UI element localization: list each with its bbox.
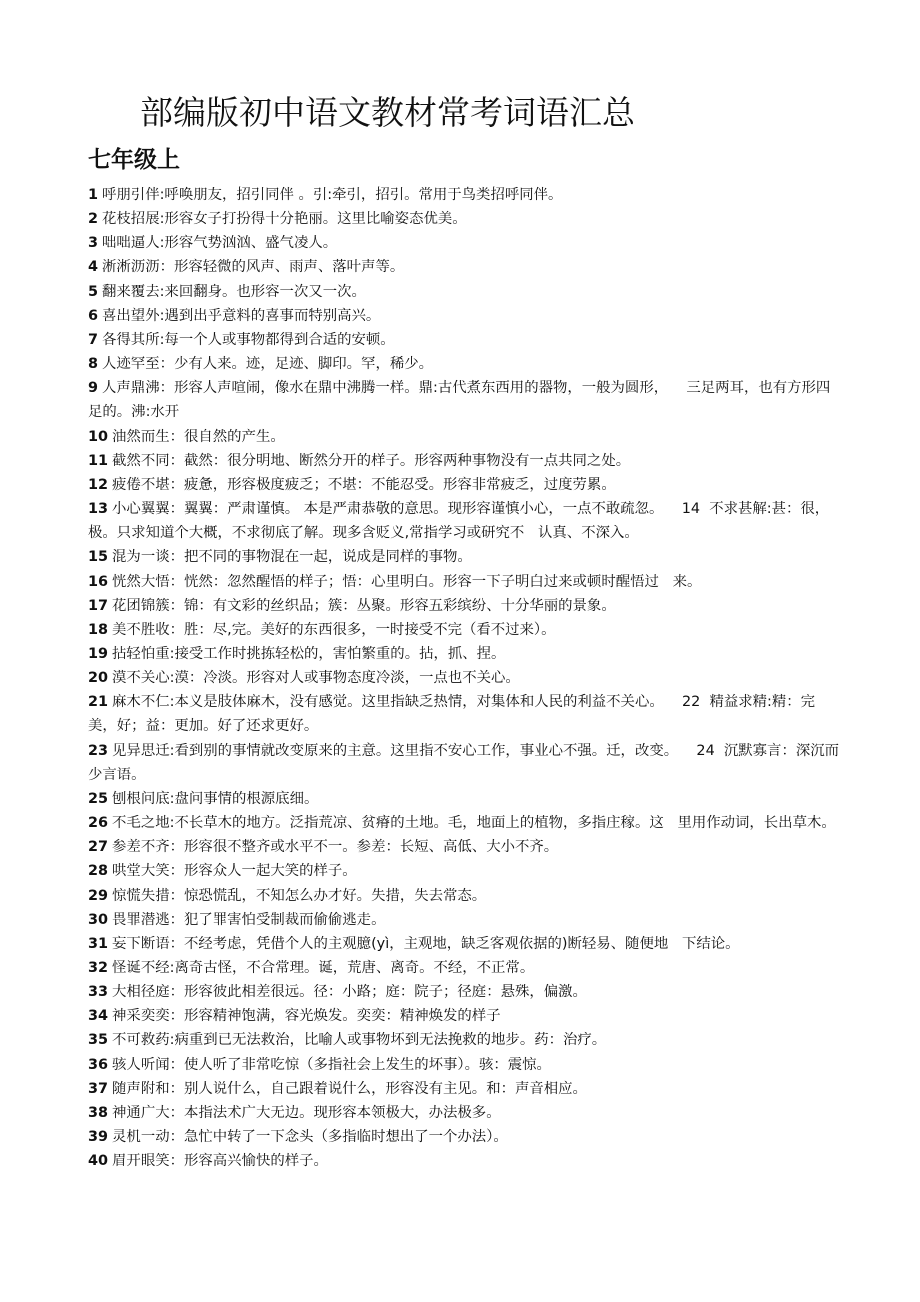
entry-text: 花枝招展:形容女子打扮得十分艳丽。这里比喻姿态优美。: [102, 211, 467, 228]
entry-number: 29: [88, 887, 109, 904]
section-heading: 七年级上: [88, 147, 180, 173]
entry-number: 34: [88, 1008, 109, 1025]
entry-number: 5: [88, 283, 99, 300]
entry-number: 36: [88, 1056, 109, 1073]
entry-text: 灵机一动：急忙中转了一下念头（多指临时想出了一个办法）。: [112, 1129, 508, 1146]
vocabulary-entry: [88, 473, 840, 497]
vocabulary-entry: [88, 787, 840, 811]
entry-number: 4: [88, 259, 99, 276]
vocabulary-entry: [88, 859, 840, 883]
vocabulary-entry: [88, 1101, 840, 1125]
entry-text: 大相径庭：形容彼此相差很远。径：小路；庭：院子；径庭：悬殊，偏激。: [112, 984, 587, 1001]
entry-text: 哄堂大笑：形容众人一起大笑的样子。: [112, 863, 357, 880]
entry-text: 油然而生：很自然的产生。: [112, 428, 285, 445]
vocabulary-entry: [88, 570, 840, 594]
vocabulary-entry: [88, 642, 840, 666]
vocabulary-entry: [88, 497, 840, 545]
document-title: 部编版初中语文教材常考词语汇总: [140, 93, 635, 132]
vocabulary-list: [88, 183, 840, 1173]
vocabulary-entry: [88, 956, 840, 980]
entry-text: 疲倦不堪：疲惫，形容极度疲乏；不堪：不能忍受。形容非常疲乏，过度劳累。: [112, 476, 616, 493]
vocabulary-entry: [88, 449, 840, 473]
entry-number: 12: [88, 476, 109, 493]
entry-text: 刨根问底:盘问事情的根源底细。: [112, 790, 319, 807]
entry-number: 13: [88, 501, 109, 518]
entry-number: 10: [88, 428, 109, 445]
entry-text: 混为一谈：把不同的事物混在一起，说成是同样的事物。: [112, 549, 472, 566]
vocabulary-entry: [88, 835, 840, 859]
entry-text: 呼朋引伴:呼唤朋友，招引同伴 。引:牵引，招引。常用于鸟类招呼同伴。: [102, 187, 563, 203]
entry-text: 不毛之地:不长草木的地方。泛指荒凉、贫瘠的土地。毛，地面上的植物，多指庄稼。这 里用作动词，长出草木。: [112, 815, 836, 832]
entry-number: 21: [88, 694, 109, 711]
vocabulary-entry: [88, 425, 840, 449]
vocabulary-entry: [88, 1077, 840, 1101]
entry-number: 25: [88, 790, 109, 807]
entry-text: 美不胜收：胜：尽,完。美好的东西很多，一时接受不完（看不过来）。: [112, 621, 556, 638]
entry-text: 神采奕奕：形容精神饱满，容光焕发。奕奕：精神焕发的样子: [112, 1008, 501, 1025]
vocabulary-entry: [88, 352, 840, 376]
vocabulary-entry: [88, 1053, 840, 1077]
entry-text: 人迹罕至：少有人来。迹，足迹、脚印。罕，稀少。: [102, 356, 434, 373]
entry-number: 8: [88, 356, 99, 373]
entry-number: 23: [88, 742, 109, 759]
entry-number: 39: [88, 1129, 109, 1146]
entry-number: 18: [88, 621, 109, 638]
entry-number: 2: [88, 211, 99, 228]
entry-text: 怪诞不经:离奇古怪，不合常理。诞，荒唐、离奇。不经，不正常。: [112, 960, 535, 976]
entry-text: 骇人听闻：使人听了非常吃惊（多指社会上发生的坏事）。骇：震惊。: [112, 1056, 551, 1073]
vocabulary-entry: [88, 618, 840, 642]
entry-number: 27: [88, 839, 109, 856]
entry-text: 妄下断语：不经考虑，凭借个人的主观臆(yì，主观地，缺乏客观依据的)断轻易、随便地 下结论。: [112, 935, 740, 952]
entry-text: 不可救药:病重到已无法救治，比喻人或事物坏到无法挽救的地步。药：治疗。: [112, 1032, 607, 1049]
vocabulary-entry: [88, 932, 840, 956]
entry-text: 咄咄逼人:形容气势汹汹、盛气凌人。: [102, 235, 338, 252]
entry-text: 花团锦簇：锦：有文彩的丝织品；簇：丛聚。形容五彩缤纷、十分华丽的景象。: [112, 597, 616, 614]
entry-text: 各得其所:每一个人或事物都得到合适的安顿。: [102, 331, 395, 348]
entry-number: 40: [88, 1153, 109, 1170]
vocabulary-entry: [88, 1028, 840, 1052]
entry-text: 麻木不仁:本义是肢体麻木，没有感觉。这里指缺乏热情，对集体和人民的利益不关心。 22 精益求精:精：完美，好；益：更加。好了还求更好。: [88, 694, 816, 735]
vocabulary-entry: [88, 280, 840, 304]
entry-text: 参差不齐：形容很不整齐或水平不一。参差：长短、高低、大小不齐。: [112, 839, 559, 856]
vocabulary-entry: [88, 376, 840, 424]
entry-text: 小心翼翼：翼翼：严肃谨慎。 本是严肃恭敬的意思。现形容谨慎小心，一点不敢疏忽。 14 不求甚解:甚：很，极。只求知道个大概，不求彻底了解。现多含贬义,常指学习或研究不 认真、不深入。: [88, 501, 830, 542]
entry-number: 15: [88, 549, 109, 566]
vocabulary-entry: [88, 666, 840, 690]
entry-number: 33: [88, 984, 109, 1001]
vocabulary-entry: [88, 255, 840, 279]
entry-number: 11: [88, 452, 109, 469]
entry-number: 20: [88, 670, 109, 687]
vocabulary-entry: [88, 207, 840, 231]
entry-number: 7: [88, 331, 99, 348]
entry-text: 眉开眼笑：形容高兴愉快的样子。: [112, 1153, 328, 1170]
entry-number: 31: [88, 935, 109, 952]
entry-text: 漠不关心:漠：冷淡。形容对人或事物态度冷淡，一点也不关心。: [112, 670, 520, 687]
entry-number: 26: [88, 815, 109, 832]
entry-number: 9: [88, 380, 99, 397]
entry-text: 见异思迁:看到别的事情就改变原来的主意。这里指不安心工作，事业心不强。迁，改变。 24 沉默寡言：深沉而少言语。: [88, 742, 840, 783]
entry-number: 1: [88, 187, 99, 203]
entry-number: 28: [88, 863, 109, 880]
entry-text: 畏罪潜逃：犯了罪害怕受制裁而偷偷逃走。: [112, 911, 386, 928]
vocabulary-entry: [88, 594, 840, 618]
vocabulary-entry: [88, 884, 840, 908]
vocabulary-entry: [88, 1125, 840, 1149]
vocabulary-entry: [88, 811, 840, 835]
entry-number: 30: [88, 911, 109, 928]
entry-number: 19: [88, 645, 109, 662]
entry-number: 38: [88, 1104, 109, 1121]
vocabulary-entry: [88, 328, 840, 352]
vocabulary-entry: [88, 1004, 840, 1028]
vocabulary-entry: [88, 739, 840, 787]
entry-number: 3: [88, 235, 99, 252]
vocabulary-entry: [88, 980, 840, 1004]
vocabulary-entry: [88, 1149, 840, 1173]
entry-text: 人声鼎沸：形容人声喧闹，像水在鼎中沸腾一样。鼎:古代煮东西用的器物，一般为圆形， 三足两耳，也有方形四足的。沸:水开: [88, 380, 831, 421]
entry-number: 35: [88, 1032, 109, 1049]
vocabulary-entry: [88, 545, 840, 569]
entry-text: 截然不同：截然：很分明地、断然分开的样子。形容两种事物没有一点共同之处。: [112, 452, 631, 469]
entry-text: 惊慌失措：惊恐慌乱，不知怎么办才好。失措，失去常态。: [112, 887, 487, 904]
entry-number: 37: [88, 1080, 109, 1097]
entry-number: 16: [88, 573, 109, 590]
vocabulary-entry: [88, 908, 840, 932]
entry-text: 恍然大悟：恍然：忽然醒悟的样子；悟：心里明白。形容一下子明白过来或顿时醒悟过 来。: [112, 573, 702, 590]
vocabulary-entry: [88, 231, 840, 255]
vocabulary-entry: [88, 183, 840, 207]
entry-number: 32: [88, 960, 109, 976]
entry-text: 拈轻怕重:接受工作时挑拣轻松的，害怕繁重的。拈，抓、捏。: [112, 645, 506, 662]
entry-text: 淅淅沥沥：形容轻微的风声、雨声、落叶声等。: [102, 259, 405, 276]
entry-text: 喜出望外:遇到出乎意料的喜事而特别高兴。: [102, 307, 381, 324]
entry-text: 翻来覆去:来回翻身。也形容一次又一次。: [102, 283, 366, 300]
entry-text: 随声附和：别人说什么，自己跟着说什么，形容没有主见。和：声音相应。: [112, 1080, 587, 1097]
vocabulary-entry: [88, 304, 840, 328]
entry-number: 17: [88, 597, 109, 614]
entry-text: 神通广大：本指法术广大无边。现形容本领极大，办法极多。: [112, 1104, 501, 1121]
entry-number: 6: [88, 307, 99, 324]
vocabulary-entry: [88, 690, 840, 738]
